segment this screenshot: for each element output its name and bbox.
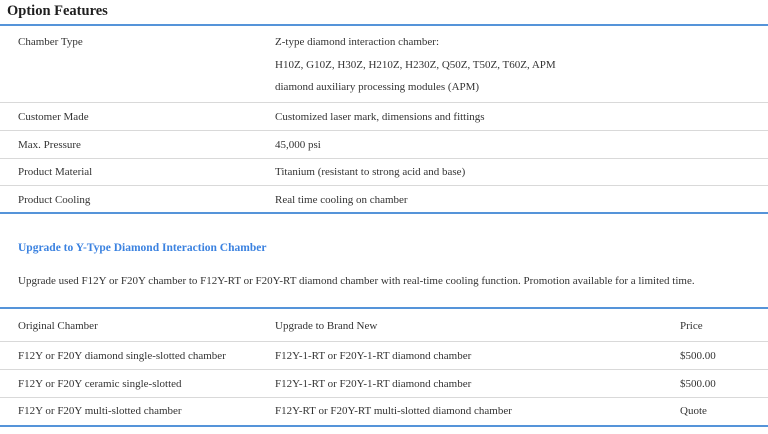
table-row-1-price: $500.00 bbox=[680, 350, 716, 362]
table-row-1-original: F12Y or F20Y diamond single-slotted chamber bbox=[18, 350, 226, 362]
row-divider bbox=[0, 369, 768, 370]
table-row-1-upgrade: F12Y-1-RT or F20Y-1-RT diamond chamber bbox=[275, 350, 472, 362]
upgrade-title: Upgrade to Y-Type Diamond Interaction Chamber bbox=[18, 242, 267, 254]
upgrade-table-top-rule bbox=[0, 307, 768, 309]
feature-label-product-material: Product Material bbox=[18, 166, 93, 178]
header-original-chamber: Original Chamber bbox=[18, 320, 98, 332]
table-row-3-original: F12Y or F20Y multi-slotted chamber bbox=[18, 405, 182, 417]
header-upgrade: Upgrade to Brand New bbox=[275, 320, 378, 332]
table-row-2-original: F12Y or F20Y ceramic single-slotted bbox=[18, 378, 182, 390]
feature-label-max-pressure: Max. Pressure bbox=[18, 139, 81, 151]
feature-value-product-material: Titanium (resistant to strong acid and base) bbox=[275, 166, 466, 178]
features-bottom-rule bbox=[0, 212, 768, 214]
feature-label-chamber-type: Chamber Type bbox=[18, 36, 83, 48]
feature-value-customer-made: Customized laser mark, dimensions and fittings bbox=[275, 111, 485, 123]
feature-value-max-pressure: 45,000 psi bbox=[275, 139, 321, 151]
row-divider bbox=[0, 102, 768, 103]
upgrade-table-bottom-rule bbox=[0, 425, 768, 427]
feature-value-chamber-type-line1: Z-type diamond interaction chamber: bbox=[275, 36, 440, 48]
table-row-2-price: $500.00 bbox=[680, 378, 716, 390]
row-divider bbox=[0, 158, 768, 159]
page-title: Option Features bbox=[7, 3, 108, 19]
row-divider bbox=[0, 130, 768, 131]
feature-value-product-cooling: Real time cooling on chamber bbox=[275, 194, 408, 206]
row-divider bbox=[0, 397, 768, 398]
table-row-2-upgrade: F12Y-1-RT or F20Y-1-RT diamond chamber bbox=[275, 378, 472, 390]
table-row-3-upgrade: F12Y-RT or F20Y-RT multi-slotted diamond chamber bbox=[275, 405, 512, 417]
row-divider bbox=[0, 341, 768, 342]
feature-label-product-cooling: Product Cooling bbox=[18, 194, 91, 206]
table-row-3-price: Quote bbox=[680, 405, 707, 417]
row-divider bbox=[0, 185, 768, 186]
title-divider bbox=[0, 24, 768, 26]
feature-label-customer-made: Customer Made bbox=[18, 111, 89, 123]
header-price: Price bbox=[680, 320, 703, 332]
feature-value-chamber-type-line3: diamond auxiliary processing modules (APM) bbox=[275, 81, 480, 93]
feature-value-chamber-type-line2: H10Z, G10Z, H30Z, H210Z, H230Z, Q50Z, T50Z, T60Z, APM bbox=[275, 59, 556, 71]
upgrade-description: Upgrade used F12Y or F20Y chamber to F12Y-RT or F20Y-RT diamond chamber with real-time cooling function. Promotion available for a limited time. bbox=[18, 275, 695, 287]
